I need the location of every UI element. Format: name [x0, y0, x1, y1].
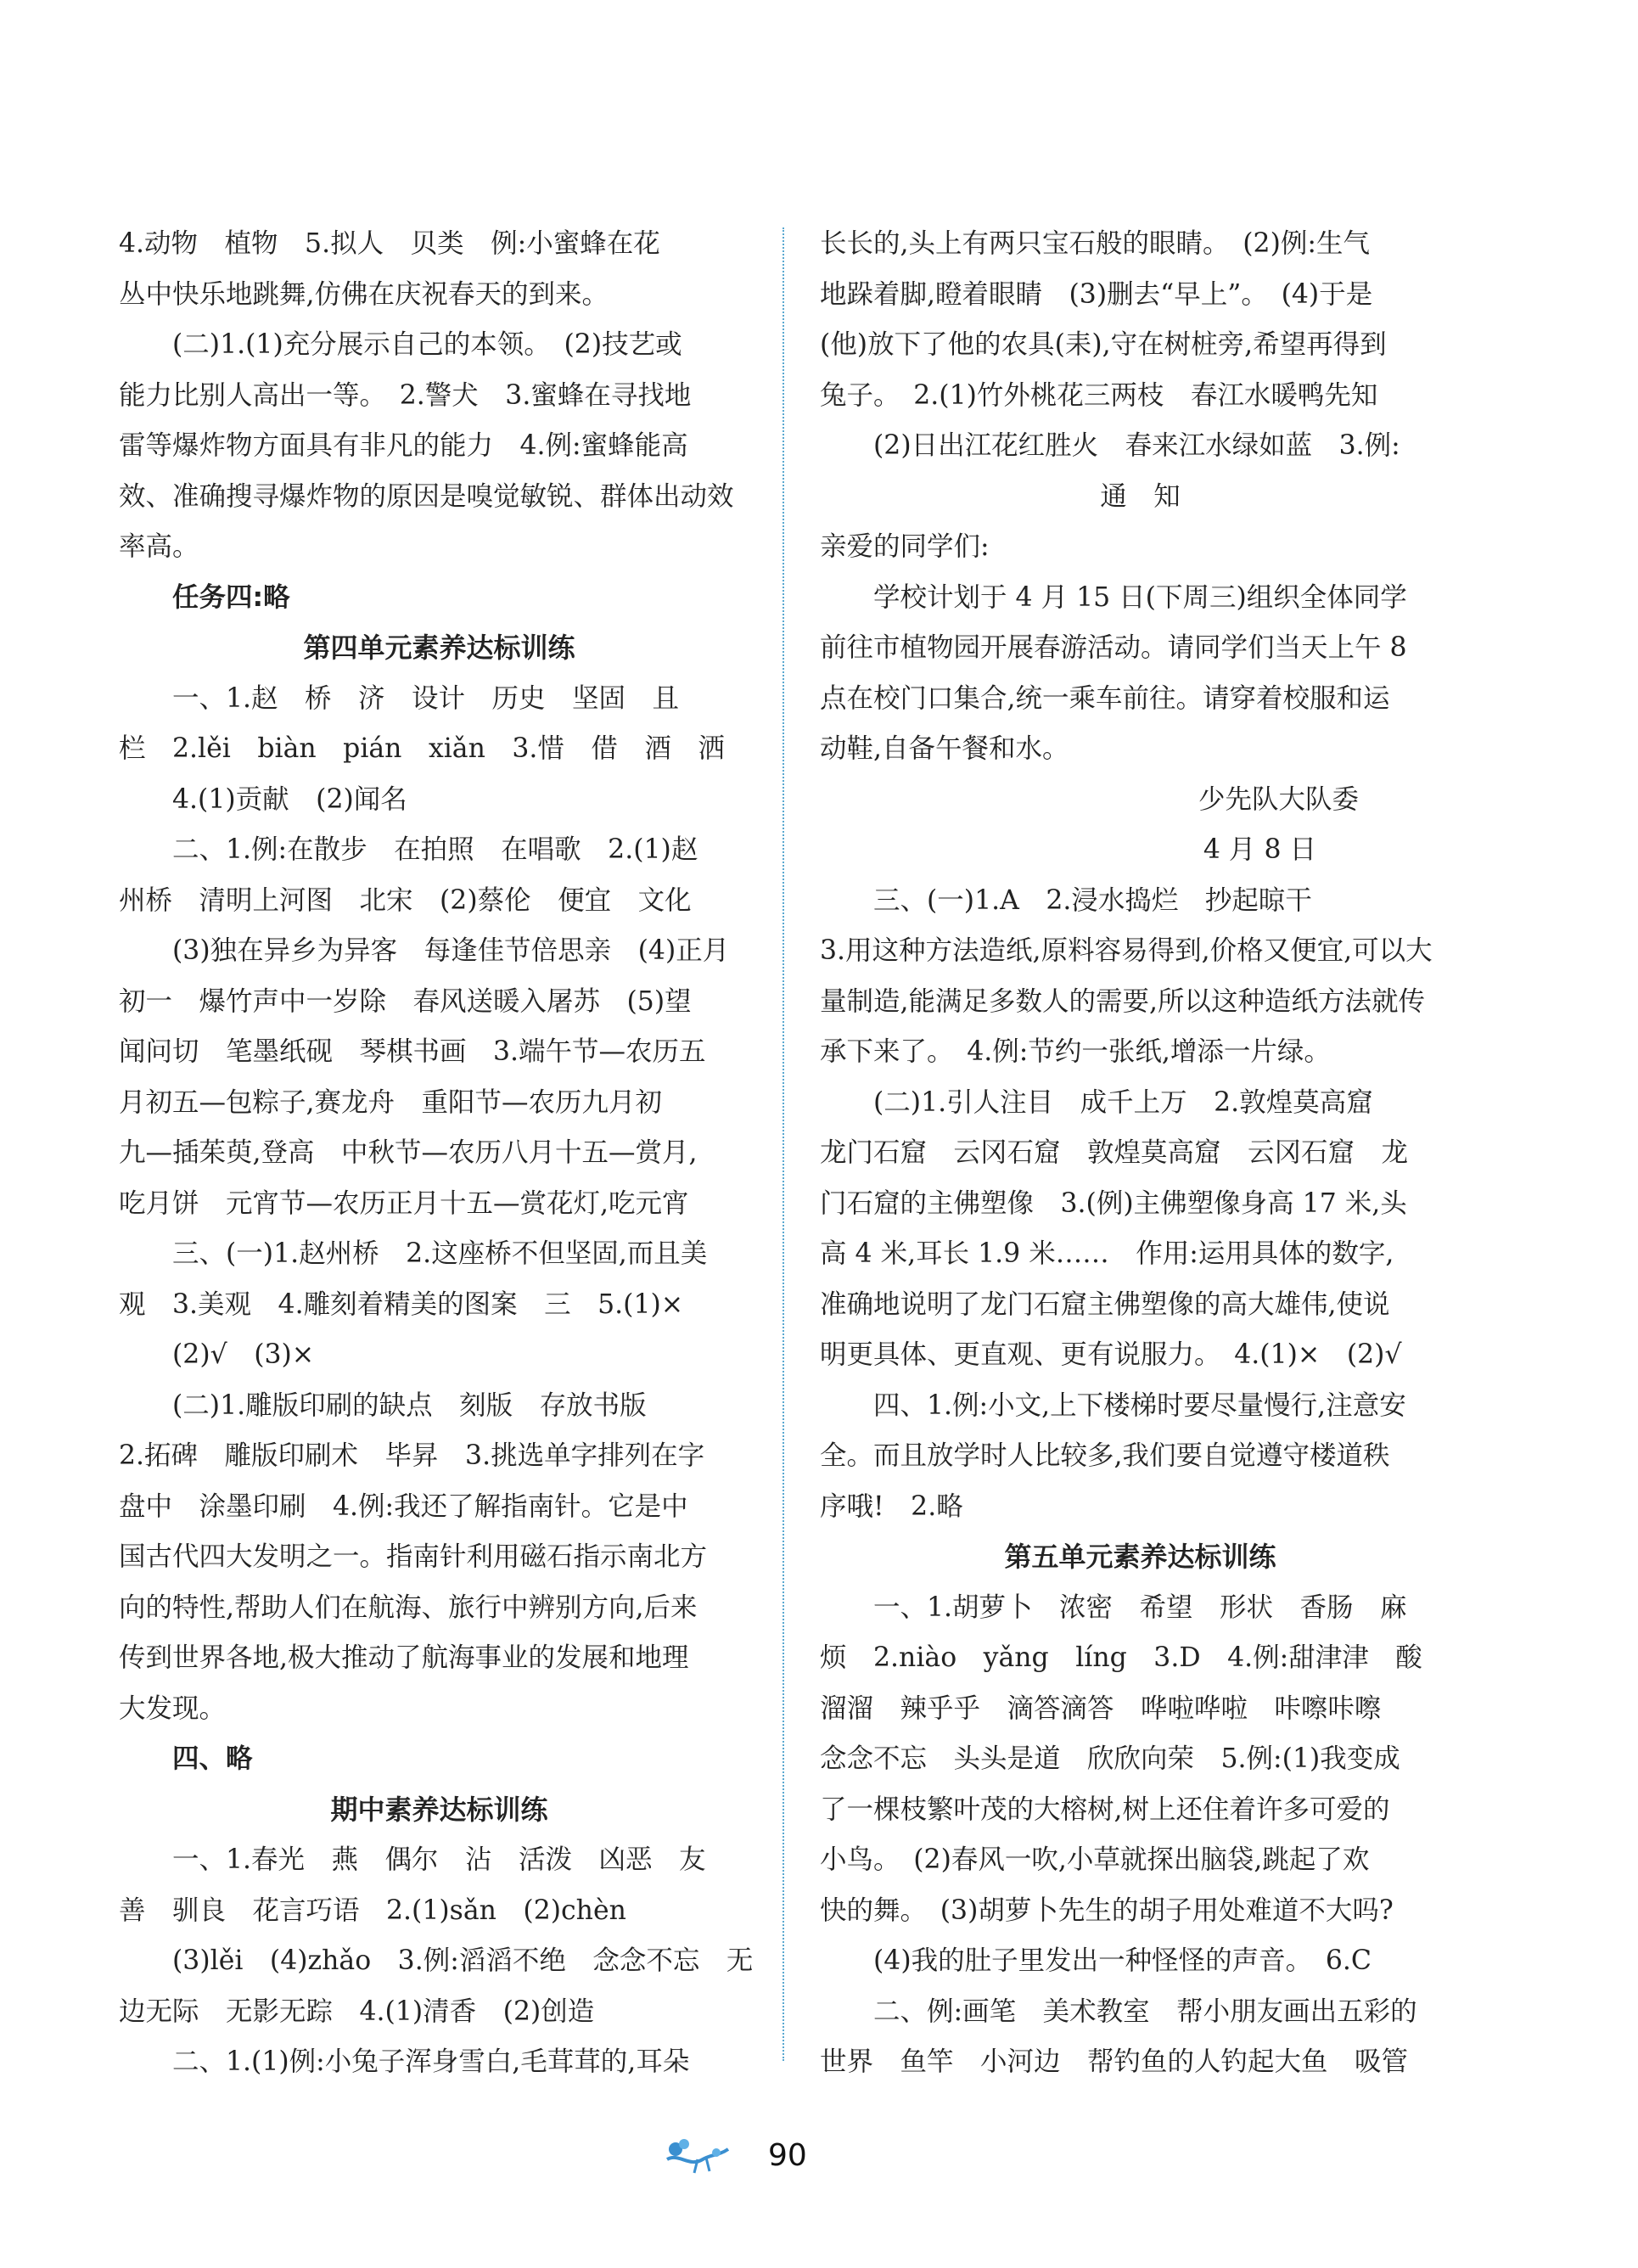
- text-line: 二、1.例:在散步 在拍照 在唱歌 2.(1)赵: [172, 834, 698, 865]
- text-line: 学校计划于 4 月 15 日(下周三)组织全体同学: [873, 581, 1407, 613]
- text-line: 国古代四大发明之一。指南针利用磁石指示南北方: [119, 1541, 708, 1572]
- text-line: 明更具体、更直观、更有说服力。 4.(1)× (2)√: [820, 1339, 1402, 1370]
- text-line: 雷等爆炸物方面具有非凡的能力 4.例:蜜蜂能高: [119, 430, 688, 461]
- text-line: 大发现。: [119, 1693, 227, 1724]
- text-line: (2)√ (3)×: [172, 1339, 315, 1370]
- section-heading: 期中素养达标训练: [330, 1793, 548, 1826]
- text-line: 四、1.例:小文,上下楼梯时要尽量慢行,注意安: [873, 1389, 1406, 1421]
- text-line: 溜溜 辣乎乎 滴答滴答 哗啦哗啦 咔嚓咔嚓: [820, 1693, 1382, 1724]
- text-line: (3)独在异乡为异客 每逢佳节倍思亲 (4)正月: [172, 935, 730, 966]
- text-line: 任务四:略: [172, 581, 290, 613]
- text-line: 四、略: [172, 1743, 253, 1774]
- text-line: 世界 鱼竿 小河边 帮钓鱼的人钓起大鱼 吸管: [820, 2046, 1409, 2077]
- text-line: 二、例:画笔 美术教室 帮小朋友画出五彩的: [873, 1996, 1417, 2027]
- text-line: (二)1.雕版印刷的缺点 刻版 存放书版: [172, 1389, 647, 1421]
- text-line: 州桥 清明上河图 北宋 (2)蔡伦 便宜 文化: [119, 884, 692, 916]
- text-line: 盘中 涂墨印刷 4.例:我还了解指南针。它是中: [119, 1490, 688, 1522]
- text-line: 4.动物 植物 5.拟人 贝类 例:小蜜蜂在花: [119, 228, 660, 259]
- text-line: (4)我的肚子里发出一种怪怪的声音。 6.C: [873, 1945, 1372, 1976]
- text-line: 三、(一)1.A 2.浸水捣烂 抄起晾干: [873, 884, 1312, 916]
- section-heading: 第四单元素养达标训练: [303, 632, 575, 664]
- text-line: 率高。: [119, 531, 199, 562]
- text-line: 地跺着脚,瞪着眼睛 (3)删去“早上”。 (4)于是: [820, 278, 1373, 310]
- text-line: 二、1.(1)例:小兔子浑身雪白,毛茸茸的,耳朵: [172, 2046, 690, 2077]
- text-line: 快的舞。 (3)胡萝卜先生的胡子用处难道不大吗?: [820, 1895, 1394, 1926]
- text-line: 小鸟。 (2)春风一吹,小草就探出脑袋,跳起了欢: [820, 1844, 1370, 1875]
- text-line: 丛中快乐地跳舞,仿佛在庆祝春天的到来。: [119, 278, 609, 310]
- flower-vine-icon: [664, 2134, 732, 2181]
- text-line: 初一 爆竹声中一岁除 春风送暖入屠苏 (5)望: [119, 985, 692, 1017]
- text-line: 向的特性,帮助人们在航海、旅行中辨别方向,后来: [119, 1592, 698, 1623]
- page-number: 90: [768, 2138, 807, 2173]
- left-column: [119, 219, 760, 2088]
- text-line: 序哦! 2.略: [820, 1490, 963, 1522]
- text-line: 量制造,能满足多数人的需要,所以这种造纸方法就传: [820, 985, 1426, 1017]
- column-divider: [783, 227, 784, 2061]
- text-line: 少先队大队委: [1198, 783, 1359, 815]
- text-line: 边无际 无影无踪 4.(1)清香 (2)创造: [119, 1996, 595, 2027]
- text-line: 3.用这种方法造纸,原料容易得到,价格又便宜,可以大: [820, 935, 1433, 966]
- text-line: 九—插茱萸,登高 中秋节—农历八月十五—赏月,: [119, 1137, 698, 1168]
- right-column: [820, 219, 1461, 2088]
- text-line: 吃月饼 元宵节—农历正月十五—赏花灯,吃元宵: [119, 1187, 689, 1219]
- text-line: (3)lěi (4)zhǎo 3.例:滔滔不绝 念念不忘 无: [172, 1945, 754, 1976]
- text-line: 承下来了。 4.例:节约一张纸,增添一片绿。: [820, 1036, 1331, 1067]
- text-line: 准确地说明了龙门石窟主佛塑像的高大雄伟,使说: [820, 1288, 1390, 1320]
- text-line: 一、1.春光 燕 偶尔 沾 活泼 凶恶 友: [172, 1844, 706, 1875]
- page-footer: [0, 2130, 1638, 2181]
- text-line: 传到世界各地,极大推动了航海事业的发展和地理: [119, 1642, 689, 1673]
- text-line: (2)日出江花红胜火 春来江水绿如蓝 3.例:: [873, 430, 1400, 461]
- text-line: 效、准确搜寻爆炸物的原因是嗅觉敏锐、群体出动效: [119, 480, 734, 512]
- text-line: 通 知: [1100, 480, 1181, 512]
- text-line: 三、(一)1.赵州桥 2.这座桥不但坚固,而且美: [172, 1238, 708, 1269]
- text-line: 了一棵枝繁叶茂的大榕树,树上还住着许多可爱的: [820, 1794, 1390, 1825]
- text-line: 全。而且放学时人比较多,我们要自觉遵守楼道秩: [820, 1440, 1390, 1471]
- text-line: 观 3.美观 4.雕刻着精美的图案 三 5.(1)×: [119, 1288, 684, 1320]
- text-line: 4.(1)贡献 (2)闻名: [172, 783, 407, 815]
- text-line: 门石窟的主佛塑像 3.(例)主佛塑像身高 17 米,头: [820, 1187, 1407, 1219]
- text-line: (二)1.引人注目 成千上万 2.敦煌莫高窟: [873, 1086, 1373, 1118]
- text-line: 善 驯良 花言巧语 2.(1)sǎn (2)chèn: [119, 1895, 626, 1926]
- text-line: 前往市植物园开展春游活动。请同学们当天上午 8: [820, 632, 1407, 663]
- text-line: 长长的,头上有两只宝石般的眼睛。 (2)例:生气: [820, 228, 1370, 259]
- text-line: 4 月 8 日: [1203, 834, 1316, 865]
- text-line: 烦 2.niào yǎng líng 3.D 4.例:甜津津 酸: [820, 1642, 1422, 1673]
- text-line: 一、1.胡萝卜 浓密 希望 形状 香肠 麻: [873, 1592, 1407, 1623]
- text-line: 兔子。 2.(1)竹外桃花三两枝 春江水暖鸭先知: [820, 379, 1378, 411]
- text-line: 能力比别人高出一等。 2.警犬 3.蜜蜂在寻找地: [119, 379, 692, 411]
- text-line: 月初五—包粽子,赛龙舟 重阳节—农历九月初: [119, 1086, 663, 1118]
- text-line: 亲爱的同学们:: [820, 531, 990, 562]
- section-heading: 第五单元素养达标训练: [1004, 1541, 1276, 1573]
- text-line: 2.拓碑 雕版印刷术 毕昇 3.挑选单字排列在字: [119, 1440, 705, 1471]
- text-line: 龙门石窟 云冈石窟 敦煌莫高窟 云冈石窟 龙: [820, 1137, 1409, 1168]
- text-line: 念念不忘 头头是道 欣欣向荣 5.例:(1)我变成: [820, 1743, 1400, 1774]
- text-line: (二)1.(1)充分展示自己的本领。 (2)技艺或: [172, 329, 682, 360]
- text-line: 栏 2.lěi biàn pián xiǎn 3.惜 借 酒 洒: [119, 733, 725, 764]
- text-line: 一、1.赵 桥 济 设计 历史 坚固 且: [172, 682, 680, 714]
- text-line: 高 4 米,耳长 1.9 米…… 作用:运用具体的数字,: [820, 1238, 1394, 1269]
- text-line: 动鞋,自备午餐和水。: [820, 733, 1069, 764]
- text-line: (他)放下了他的农具(耒),守在树桩旁,希望再得到: [820, 329, 1387, 360]
- text-line: 闻问切 笔墨纸砚 琴棋书画 3.端午节—农历五: [119, 1036, 706, 1067]
- text-line: 点在校门口集合,统一乘车前往。请穿着校服和运: [820, 682, 1390, 714]
